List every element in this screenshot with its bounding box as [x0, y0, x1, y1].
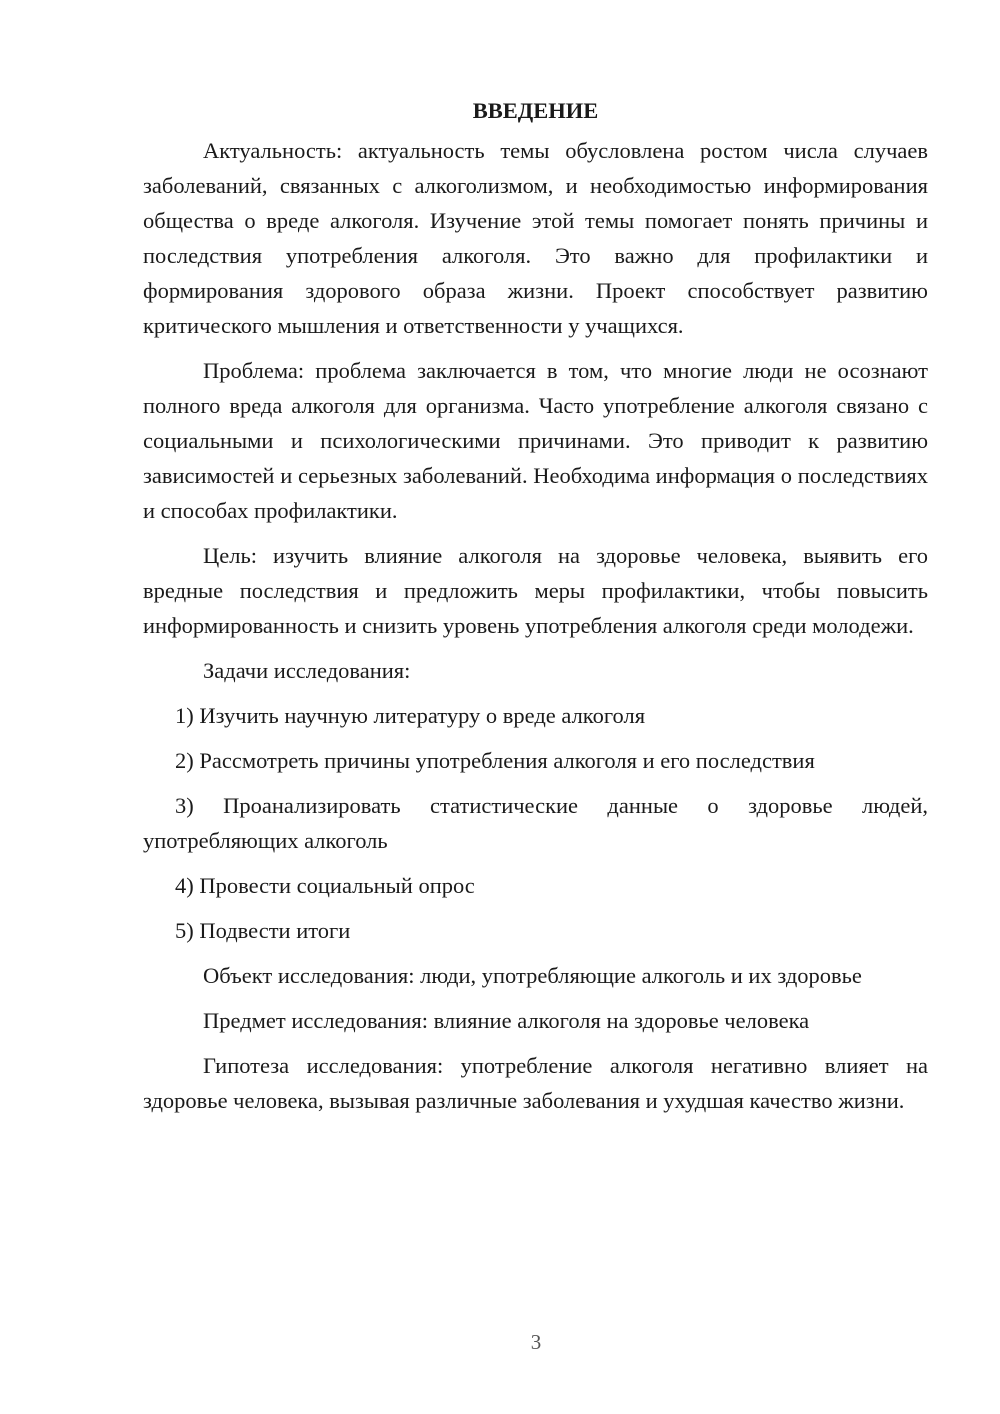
task-list-item: 1) Изучить научную литературу о вреде алкоголя — [175, 703, 646, 728]
problem-paragraph: Проблема: проблема заключается в том, что многие люди не осознают полного вреда алкоголя для организма. Часто употребление алкоголя связано с социальными и психологическими причинами. Это приводит к развитию зависимостей и серьезных заболеваний. Необходима информация о последствиях и способах профилактики. — [143, 358, 928, 523]
hypothesis-paragraph: Гипотеза исследования: употребление алкоголя негативно влияет на здоровье человека, вызывая различные заболевания и ухудшая качество жизни. — [143, 1053, 928, 1113]
relevance-paragraph: Актуальность: актуальность темы обусловлена ростом числа случаев заболеваний, связанных с алкоголизмом, и необходимостью информирования общества о вреде алкоголя. Изучение этой темы помогает понять причины и последствия употребления алкоголя. Это важно для профилактики и формирования здорового образа жизни. Проект способствует развитию критического мышления и ответственности у учащихся. — [143, 138, 928, 338]
subject-paragraph: Предмет исследования: влияние алкоголя на здоровье человека — [203, 1008, 810, 1033]
object-paragraph: Объект исследования: люди, употребляющие алкоголь и их здоровье — [203, 963, 862, 988]
page-number: 3 — [530, 1330, 542, 1354]
goal-paragraph: Цель: изучить влияние алкоголя на здоровье человека, выявить его вредные последствия и предложить меры профилактики, чтобы повысить информированность и снизить уровень употребления алкоголя среди молодежи. — [143, 543, 928, 638]
section-title: ВВЕДЕНИЕ — [472, 98, 599, 123]
task-list-item: 2) Рассмотреть причины употребления алкоголя и его последствия — [175, 748, 815, 773]
task-list-item: 5) Подвести итоги — [175, 918, 351, 943]
tasks-heading: Задачи исследования: — [203, 658, 411, 683]
document-page — [143, 93, 928, 1128]
task-list-item: 3) Проанализировать статистические данные о здоровье людей, употребляющих алкоголь — [143, 793, 928, 853]
task-list-item: 4) Провести социальный опрос — [175, 873, 475, 898]
